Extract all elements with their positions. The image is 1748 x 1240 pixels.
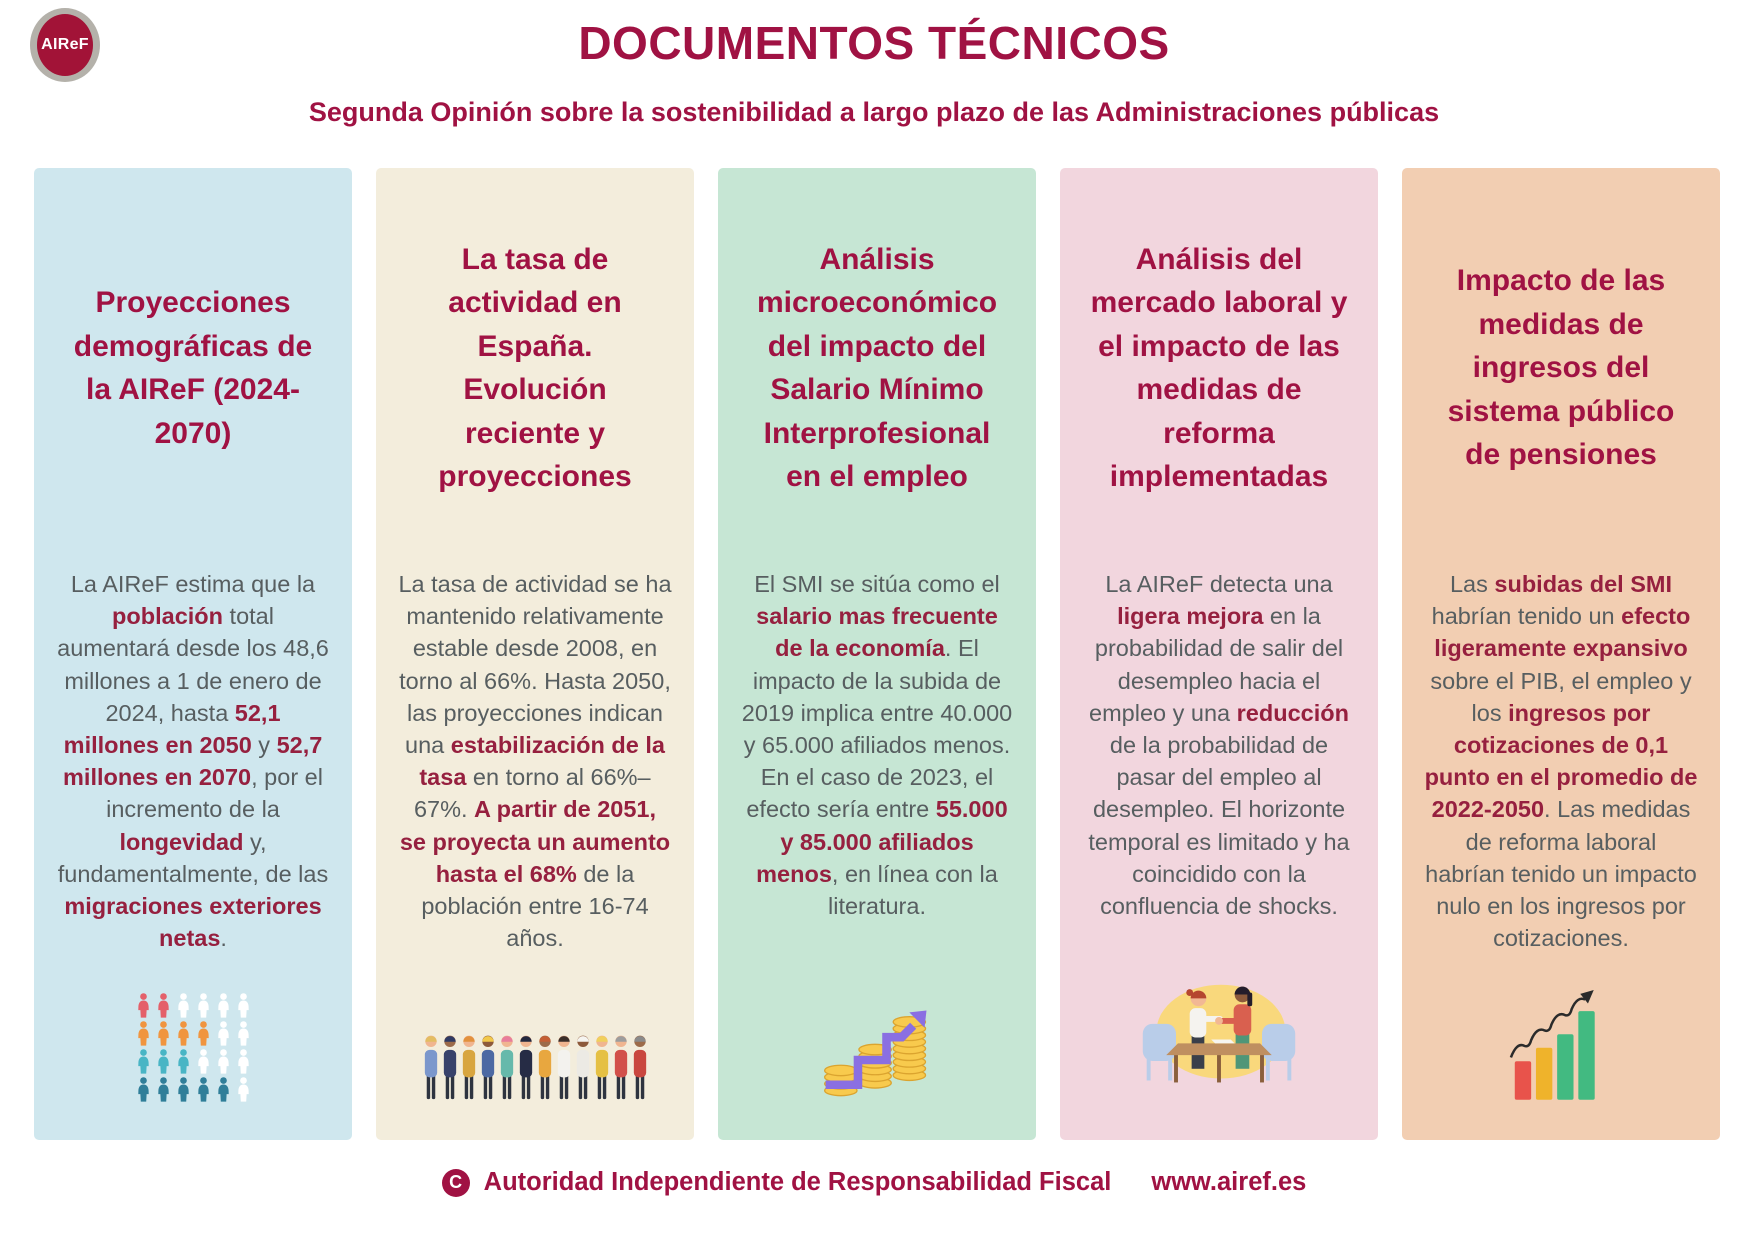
card-title-wrap (1060, 168, 1378, 568)
card-icon-area (376, 1028, 694, 1102)
footer-organization: Autoridad Independiente de Responsabilidad Fiscal (483, 1168, 1112, 1196)
bar-chart-illustration (1509, 982, 1613, 1102)
card-title-wrap (34, 168, 352, 568)
card-body: La tasa de actividad se ha mantenido relativamente estable desde 2008, en torno al 66%. Hasta 2050, las proyecciones indican una estabilización de la tasa en torno al 66%–67%. A partir de 2051, se proyecta un aumento hasta el 68% de la población entre 16-74 años. (398, 571, 672, 952)
card-body: El SMI se sitúa como el salario mas frecuente de la economía. El impacto de la subida de 2019 implica entre 40.000 y 65.000 afiliados menos. En el caso de 2023, el efecto sería entre 55.000 y 85.000 afiliados menos, en línea con la literatura. (741, 571, 1013, 919)
population-pictogram (136, 993, 251, 1102)
card-title: La tasa de actividad en España. Evolución reciente y proyecciones (438, 242, 632, 493)
card-icon-area (718, 959, 1036, 1102)
handshake (1215, 1017, 1223, 1025)
card-title: Impacto de las medidas de ingresos del sistema público de pensiones (1447, 264, 1675, 472)
workers-illustration (422, 1028, 649, 1102)
trend-arrow-head (1580, 990, 1593, 1003)
card-icon-area (1402, 982, 1720, 1102)
card-body: La AIReF detecta una ligera mejora en la probabilidad de salir del desempleo hacia el empleo y una reducción de la probabilidad de pasar del empleo al desempleo. El horizonte temporal es limitado y ha coincidido con la confluencia de shocks. (1088, 571, 1350, 919)
document-cards (34, 168, 1720, 1140)
card-body: La AIReF estima que la población total aumentará desde los 48,6 millones a 1 de enero de 2024, hasta 52,1 millones en 2050 y 52,7 millones en 2070, por el incremento de la longevidad y, fundamentalmente, de las migraciones exteriores netas. (57, 571, 329, 952)
bar-2 (1536, 1048, 1552, 1100)
bar-3 (1557, 1034, 1573, 1099)
card-title-wrap (376, 168, 694, 568)
footer-copyright-group (442, 1168, 1112, 1197)
card-analisis-smi (718, 168, 1036, 1140)
card-mercado-laboral (1060, 168, 1378, 1140)
bar-4 (1578, 1011, 1594, 1100)
card-proyecciones-demograficas (34, 168, 352, 1140)
card-title: Proyecciones demográficas de la AIReF (2024-2070) (73, 286, 313, 450)
card-tasa-actividad (376, 168, 694, 1140)
card-title: Análisis del mercado laboral y el impacto de las medidas de reforma implementadas (1090, 242, 1348, 493)
footer (0, 1168, 1748, 1197)
coins-growth-illustration (818, 959, 936, 1102)
card-title-wrap (718, 168, 1036, 568)
card-title: Análisis microeconómico del impacto del Salario Mínimo Interprofesional en el empleo (756, 242, 998, 493)
card-pensiones (1402, 168, 1720, 1140)
card-body: Las subidas del SMI habrían tenido un efecto ligeramente expansivo sobre el PIB, el empleo y los ingresos por cotizaciones de 0,1 punto en el promedio de 2022-2050. Las medidas de reforma laboral habrían tenido un impacto nulo en los ingresos por cotizaciones. (1424, 571, 1698, 952)
page-subtitle: Segunda Opinión sobre la sostenibilidad a largo plazo de las Administraciones públicas (308, 97, 1440, 127)
interview-illustration (1131, 973, 1307, 1102)
copyright-letter: C (449, 1172, 463, 1192)
footer-website-link[interactable]: www.airef.es (1151, 1168, 1307, 1196)
paper (1211, 1039, 1234, 1043)
bar-1 (1515, 1061, 1531, 1100)
page-title: DOCUMENTOS TÉCNICOS (578, 17, 1170, 69)
card-title-wrap (1402, 168, 1720, 568)
card-icon-area (1060, 973, 1378, 1102)
card-icon-area (34, 993, 352, 1102)
airef-logo-text: AIReF (41, 36, 89, 53)
copyright-icon (442, 1169, 470, 1197)
